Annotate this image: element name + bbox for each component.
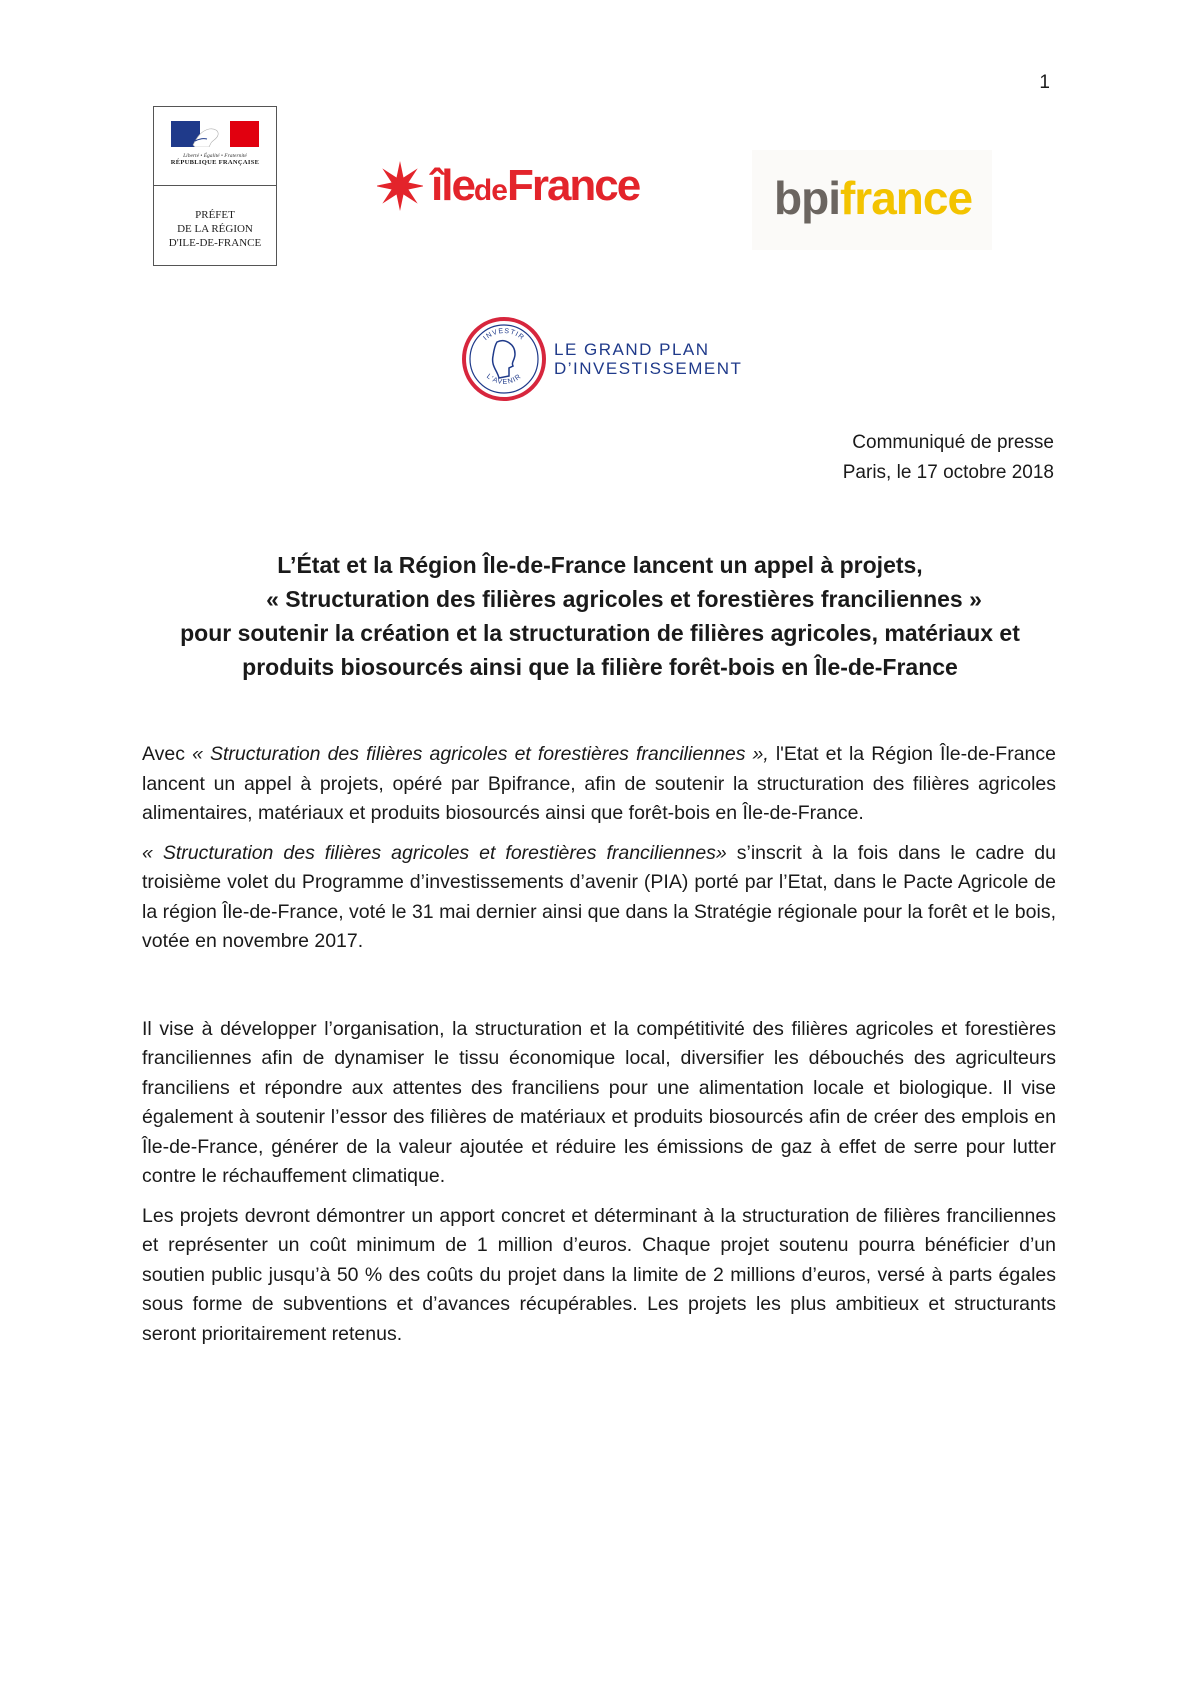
investir-avenir-seal-icon xyxy=(461,316,547,402)
seal-bottom-text: L'AVENIR xyxy=(484,373,524,386)
ile-de-france-logo xyxy=(377,156,697,216)
title-line-4: produits biosourcés ainsi que la filière forêt-bois en Île-de-France xyxy=(242,654,958,680)
idf-part-1: île xyxy=(431,161,474,210)
paragraph-1 xyxy=(142,740,1056,829)
p1-rest: l'Etat et la Région Île-de-France lancent un appel à projets, opéré par Bpifrance, afin de soutenir la structuration des filières agricoles alimentaires, matériaux et produits biosourcés ainsi que forêt-bois en Île-de-France. xyxy=(142,743,1057,824)
title-line-1: L’État et la Région Île-de-France lancent un appel à projets, xyxy=(277,552,923,578)
body-text xyxy=(142,740,1056,1359)
paragraph-3: Il vise à développer l’organisation, la structuration et la compétitivité des filières agricoles et forestières franciliennes afin de dynamiser le tissu économique local, diversifier les débouchés des agriculteurs franciliens et répondre aux attentes des franciliens pour une alimentation locale et biologique. Il vise également à soutenir l’essor des filières de matériaux et produits biosourcés afin de créer des emplois en Île-de-France, générer de la valeur ajoutée et réduire les émissions de gaz à effet de serre pour lutter contre le réchauffement climatique. xyxy=(142,1017,1056,1187)
p1-italic: « Structuration des filières agricoles et forestières franciliennes », xyxy=(192,743,769,765)
prefet-line-2: DE LA RÉGION xyxy=(177,223,253,235)
gpi-line-2: D’INVESTISSEMENT xyxy=(554,359,743,378)
idf-wordmark xyxy=(431,156,639,221)
prefet-republic: RÉPUBLIQUE FRANÇAISE xyxy=(170,159,260,166)
paragraph-2 xyxy=(142,839,1056,957)
p2-italic: « Structuration des filières agricoles et forestières franciliennes» xyxy=(142,841,727,864)
p2-rest: s’inscrit à la fois dans le cadre du troisième volet du Programme d’investissements d’avenir (PIA) porté par l’Etat, dans le Pacte Agricole de la région Île-de-France, voté le 31 mai dernier ainsi que dans la Stratégie régionale pour la forêt et le bois, votée en novembre 2017. xyxy=(142,841,1056,952)
gpi-line-1: LE GRAND PLAN xyxy=(554,340,710,359)
bpifrance-logo xyxy=(752,150,992,250)
marianne-flag-icon xyxy=(171,121,259,147)
prefet-line-1: PRÉFET xyxy=(195,209,235,221)
p1-start: Avec xyxy=(142,743,193,765)
title-line-2: « Structuration des filières agricoles et forestières franciliennes » xyxy=(266,586,982,612)
page-title xyxy=(140,548,1060,684)
prefet-logo xyxy=(153,106,277,266)
press-release-header xyxy=(843,428,1054,488)
star-icon xyxy=(377,160,423,212)
bpi-part-2: france xyxy=(839,172,973,224)
grand-plan-investissement-logo xyxy=(461,316,741,406)
bpi-part-1: bpi xyxy=(774,172,840,224)
seal-top-text: INVESTIR xyxy=(482,327,526,342)
paragraph-4: Les projets devront démontrer un apport concret et déterminant à la structuration de filières franciliennes et représenter un coût minimum de 1 million d’euros. Chaque projet soutenu pourra bénéficier d’un soutien public jusqu’à 50 % des coûts du projet dans la limite de 2 millions d’euros, versé à parts égales sous forme de subventions et d’avances récupérables. Les projets les plus ambitieux et structurants seront prioritairement retenus. xyxy=(142,1204,1056,1345)
prefet-line-3: D'ILE-DE-FRANCE xyxy=(168,237,262,249)
page-number: 1 xyxy=(1039,72,1050,93)
document-date: Paris, le 17 octobre 2018 xyxy=(842,462,1054,483)
prefet-motto: Liberté • Égalité • Fraternité xyxy=(183,153,247,159)
idf-part-2: de xyxy=(473,174,507,207)
document-type: Communiqué de presse xyxy=(852,432,1054,453)
idf-part-3: France xyxy=(506,161,640,210)
title-line-3: pour soutenir la création et la structuration de filières agricoles, matériaux et xyxy=(180,620,1020,646)
